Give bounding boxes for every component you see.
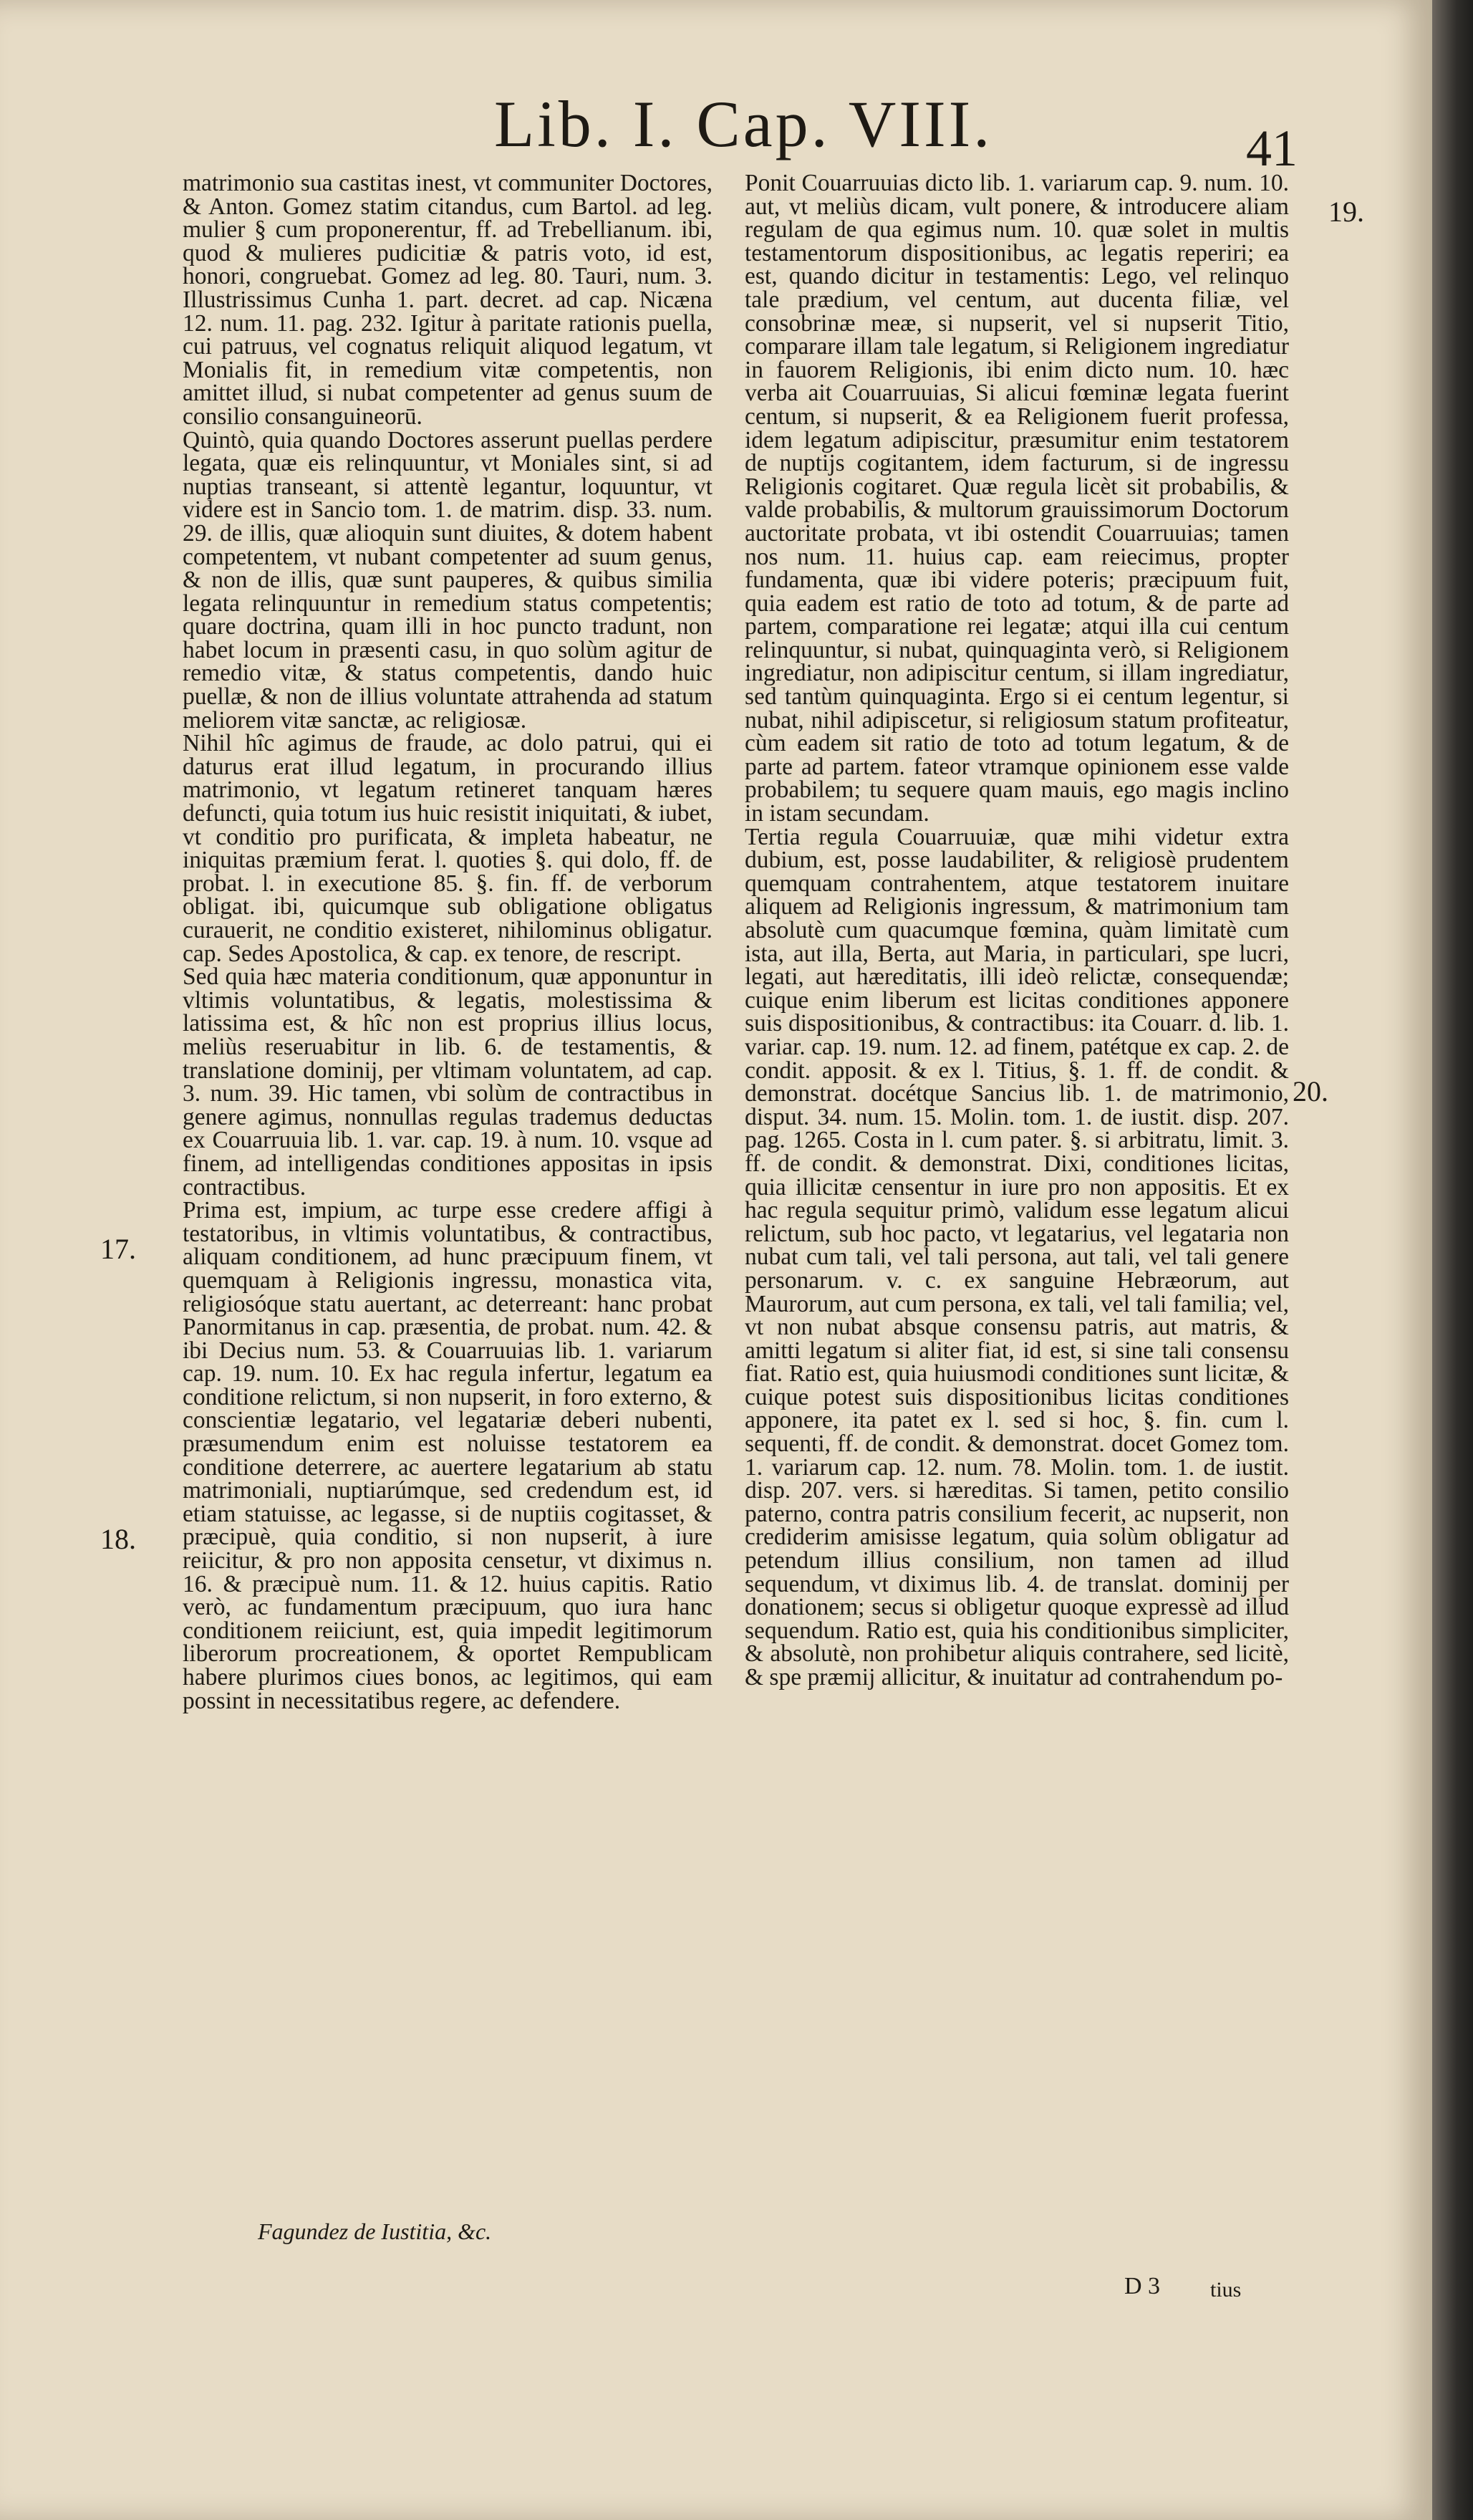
page-number: 41 xyxy=(1246,120,1298,177)
page-header xyxy=(0,86,1432,177)
left-column xyxy=(183,172,713,2307)
running-title: Lib. I. Cap. VIII. xyxy=(494,87,993,160)
margin-number-18: 18. xyxy=(100,1523,136,1555)
right-column xyxy=(745,172,1289,2357)
margin-number-17: 17. xyxy=(100,1233,136,1265)
paragraph: matrimonio sua castitas inest, vt communiter Doctores, & Anton. Gomez statim citandus, cum Bartol. ad leg. mulier § cum proponerentur, ff. ad Trebellianum. ibi, quod & mulieres pudicitiæ & patris voto, id est, honori, congruebat. Gomez ad leg. 80. Tauri, num. 3. Illustrissimus Cunha 1. part. decret. ad cap. Nicæna 12. num. 11. pag. 232. Igitur à paritate rationis puella, cui patruus, vel cognatus reliquit aliquod legatum, vt Monialis fit, in remedium vitæ competentis, non amittet illud, si nubat competenter ad genus suum de consilio consanguineorū. xyxy=(183,172,713,430)
margin-number-20: 20. xyxy=(1293,1075,1328,1107)
paragraph: Quintò, quia quando Doctores asserunt puellas perdere legata, quæ eis relinquuntur, vt Moniales sint, si ad nuptias transeant, si attentè legantur, loquuntur, vt videre est in Sancio tom. 1. de matrim. disp. 33. num. 29. de illis, quæ alioquin sunt diuites, & dotem habent competentem, vt nubant competenter ad suum genus, & non de illis, quæ sunt pauperes, & quibus similia legata relinquuntur in remedium status competentis; quare doctrina, quam illi in hoc puncto tradunt, non habet locum in præsenti casu, in quo solùm agitur de remedio vitæ, & status competentis, dando huic puellæ, & non de illius voluntate attrahenda ad statum meliorem vitæ sanctæ, ac religiosæ. xyxy=(183,426,713,734)
signature-mark: D 3 xyxy=(1124,2273,1161,2299)
paragraph: Sed quia hæc materia conditionum, quæ apponuntur in vltimis voluntatibus, & legatis, molestissima & latissima est, & hîc non est proprius illius locus, meliùs reseruabitur in lib. 6. de testamentis, & translatione dominij, per vltimam voluntatem, ad cap. 3. num. 39. Hic tamen, vbi solùm de contractibus in genere agimus, nonnullas regulas trademus deductas ex Couarruuia lib. 1. var. cap. 19. à num. 10. vsque ad finem, ad intelligendas conditiones appositas in ipsis contractibus. xyxy=(183,963,713,1201)
paragraph: Prima est, impium, ac turpe esse credere affigi à testatoribus, in vltimis voluntatibus, & contractibus, aliquam conditionem, ad hunc præcipuum finem, vt quemquam à Religionis ingressu, monastica vita, religiosóque statu auertant, ac deterreant: hanc probat Panormitanus in cap. præsentia, de probat. num. 42. & ibi Decius num. 53. & Couarruuias lib. 1. variarum cap. 19. num. 10. Ex hac regula infertur, legatum ea conditione relictum, si non nupserit, in foro externo, & conscientiæ legatario, vel legatariæ deberi nubenti, præsumendum enim est noluisse testatorem ea conditione deterrere, ac auertere legatarium ab statu matrimoniali, nuptiarúmque, sed credendum est, id etiam statuisse, ac legasse, si de nuptiis cogitasset, & præcipuè, quia conditio, si non nupserit, à iure reiicitur, & pro non apposita censetur, vt diximus n. 16. & præcipuè num. 11. & 12. huius capitis. Ratio verò, ac fundamentum præcipuum, quo iura hanc conditionem reiiciunt, est, quia impedit legitimorum liberorum procreationem, & oportet Rempublicam habere plurimos ciues bonos, ac legitimos, qui eam possint in necessitatibus regere, ac defendere. xyxy=(183,1197,713,1714)
catchword: tius xyxy=(1210,2278,1242,2302)
paragraph: Tertia regula Couarruuiæ, quæ mihi videtur extra dubium, est, posse laudabiliter, & religiosè prudentem quemquam contrahentem, atque testatorem inuitare aliquem ad Religionis ingressum, & matrimonium tam absolutè cum quacumque fœmina, quàm limitatè cum ista, aut illa, Berta, aut Maria, in particulari, spe lucri, legati, aut hæreditatis, illi ideò relictæ, consequendæ; cuique enim liberum est licitas conditiones apponere suis dispositionibus, & contractibus: ita Couarr. d. lib. 1. variar. cap. 19. num. 12. ad finem, patétque ex cap. 2. de condit. apposit. & ex l. Titius, §. 1. ff. de condit. & demonstrat. docétque Sancius lib. 1. de matrimonio, disput. 34. num. 15. Molin. tom. 1. de iustit. disp. 207. pag. 1265. Costa in l. cum pater. §. si arbitratu, limit. 3. ff. de condit. & demonstrat. Dixi, conditiones licitas, quia illicitæ censentur in iure pro non appositis. Et ex hac regula sequitur primò, validum esse legatum alicui relictum, sub hoc pacto, vt legatarius, vel legataria non nubat cum tali, vel tali persona, aut tali, vel tali genere personarum. v. c. ex sanguine Hebræorum, aut Maurorum, aut cum persona, ex tali, vel tali familia; vel, vt non nubat absque consensu patris, aut matris, & amitti legatum si aliter fiat, id est, si sine tali consensu fiat. Ratio est, quia huiusmodi conditiones sunt licitæ, & cuique potest suis dispositionibus licitas conditiones apponere, ita patet ex l. sed si hoc, §. fin. cum l. sequenti, ff. de condit. & demonstrat. docet Gomez tom. 1. variarum cap. 12. num. 78. Molin. tom. 1. de iustit. disp. 207. vers. si hæreditas. Si tamen, petito consilio paterno, contra patris consilium fecerit, ac nupserit, non crediderim amisisse legatum, quia solùm obligatur ad petendum illius consilium, non tamen ad illud sequendum, vt diximus lib. 4. de translat. dominij per donationem; secus si obligetur quoque expressè ad illud sequendum. Ratio est, quia his conditionibus simpliciter, & absolutè, non prohibetur aliquis contrahere, sed licitè, & spe præmij allicitur, & inuitatur ad contrahendum po- xyxy=(745,823,1289,1691)
footer-title: Fagundez de Iustitia, &c. xyxy=(258,2218,492,2244)
paragraph: Ponit Couarruuias dicto lib. 1. variarum cap. 9. num. 10. aut, vt meliùs dicam, vult ponere, & introducere aliam regulam de qua egimus num. 10. quæ solet in multis testamentorum dispositionibus, ac legatis reperiri; ea est, quando dicitur in testamentis: Lego, vel relinquo tale prædium, vel centum, aut ducenta filiæ, vel consobrinæ meæ, si nupserit, vel si nupserit Titio, comparare illam tale legatum, si Religionem ingrediatur in fauorem Religionis, ibi enim dicto num. 10. hæc verba ait Couarruuias, Si alicui fœminæ legata fuerint centum, si nupserit, & ea Religionem fuerit professa, idem legatum adipiscitur, præsumitur enim testatorem de nuptijs cogitantem, idem facturum, si de ingressu Religionis cogitaret. Quæ regula licèt sit probabilis, & valde probabilis, & multorum grauissimorum Doctorum auctoritate probata, vt ibi ostendit Couarruuias; tamen nos num. 11. huius cap. eam reiecimus, propter fundamenta, quæ ibi videre poteris; præcipuum fuit, quia eadem est ratio de toto ad totum, & de parte ad partem, comparatione rei legatæ; atqui illa cui centum relinquuntur, si nubat, quinquaginta verò, si Religionem ingrediatur, non adipiscitur centum, si illam ingrediatur, sed tantùm quinquaginta. Ergo si ei centum legentur, si nubat, nihil adipiscetur, si religiosum statum profiteatur, cùm eadem sit ratio de toto ad totum legatum, & de parte ad partem. fateor vtramque opinionem esse valde probabilem; tu sequere quam mauis, ego magis inclino in istam secundam. xyxy=(745,172,1289,827)
margin-number-19: 19. xyxy=(1328,196,1364,228)
paragraph: Nihil hîc agimus de fraude, ac dolo patrui, qui ei daturus erat illud legatum, in procurando illius matrimonio, vt legatum retineret tanquam hæres defuncti, quia totum ius huic resistit iniquitati, & iubet, vt conditio pro purificata, & impleta habeatur, ne iniquitas præmium ferat. l. quoties §. qui dolo, ff. de probat. l. in executione 85. §. fin. ff. de verborum obligat. ibi, quicumque sub obligatione obligatus curauerit, ne conditio existeret, nihilominus obligatur. cap. Sedes Apostolica, & cap. ex tenore, de rescript. xyxy=(183,730,713,967)
book-edge xyxy=(1432,0,1473,2520)
